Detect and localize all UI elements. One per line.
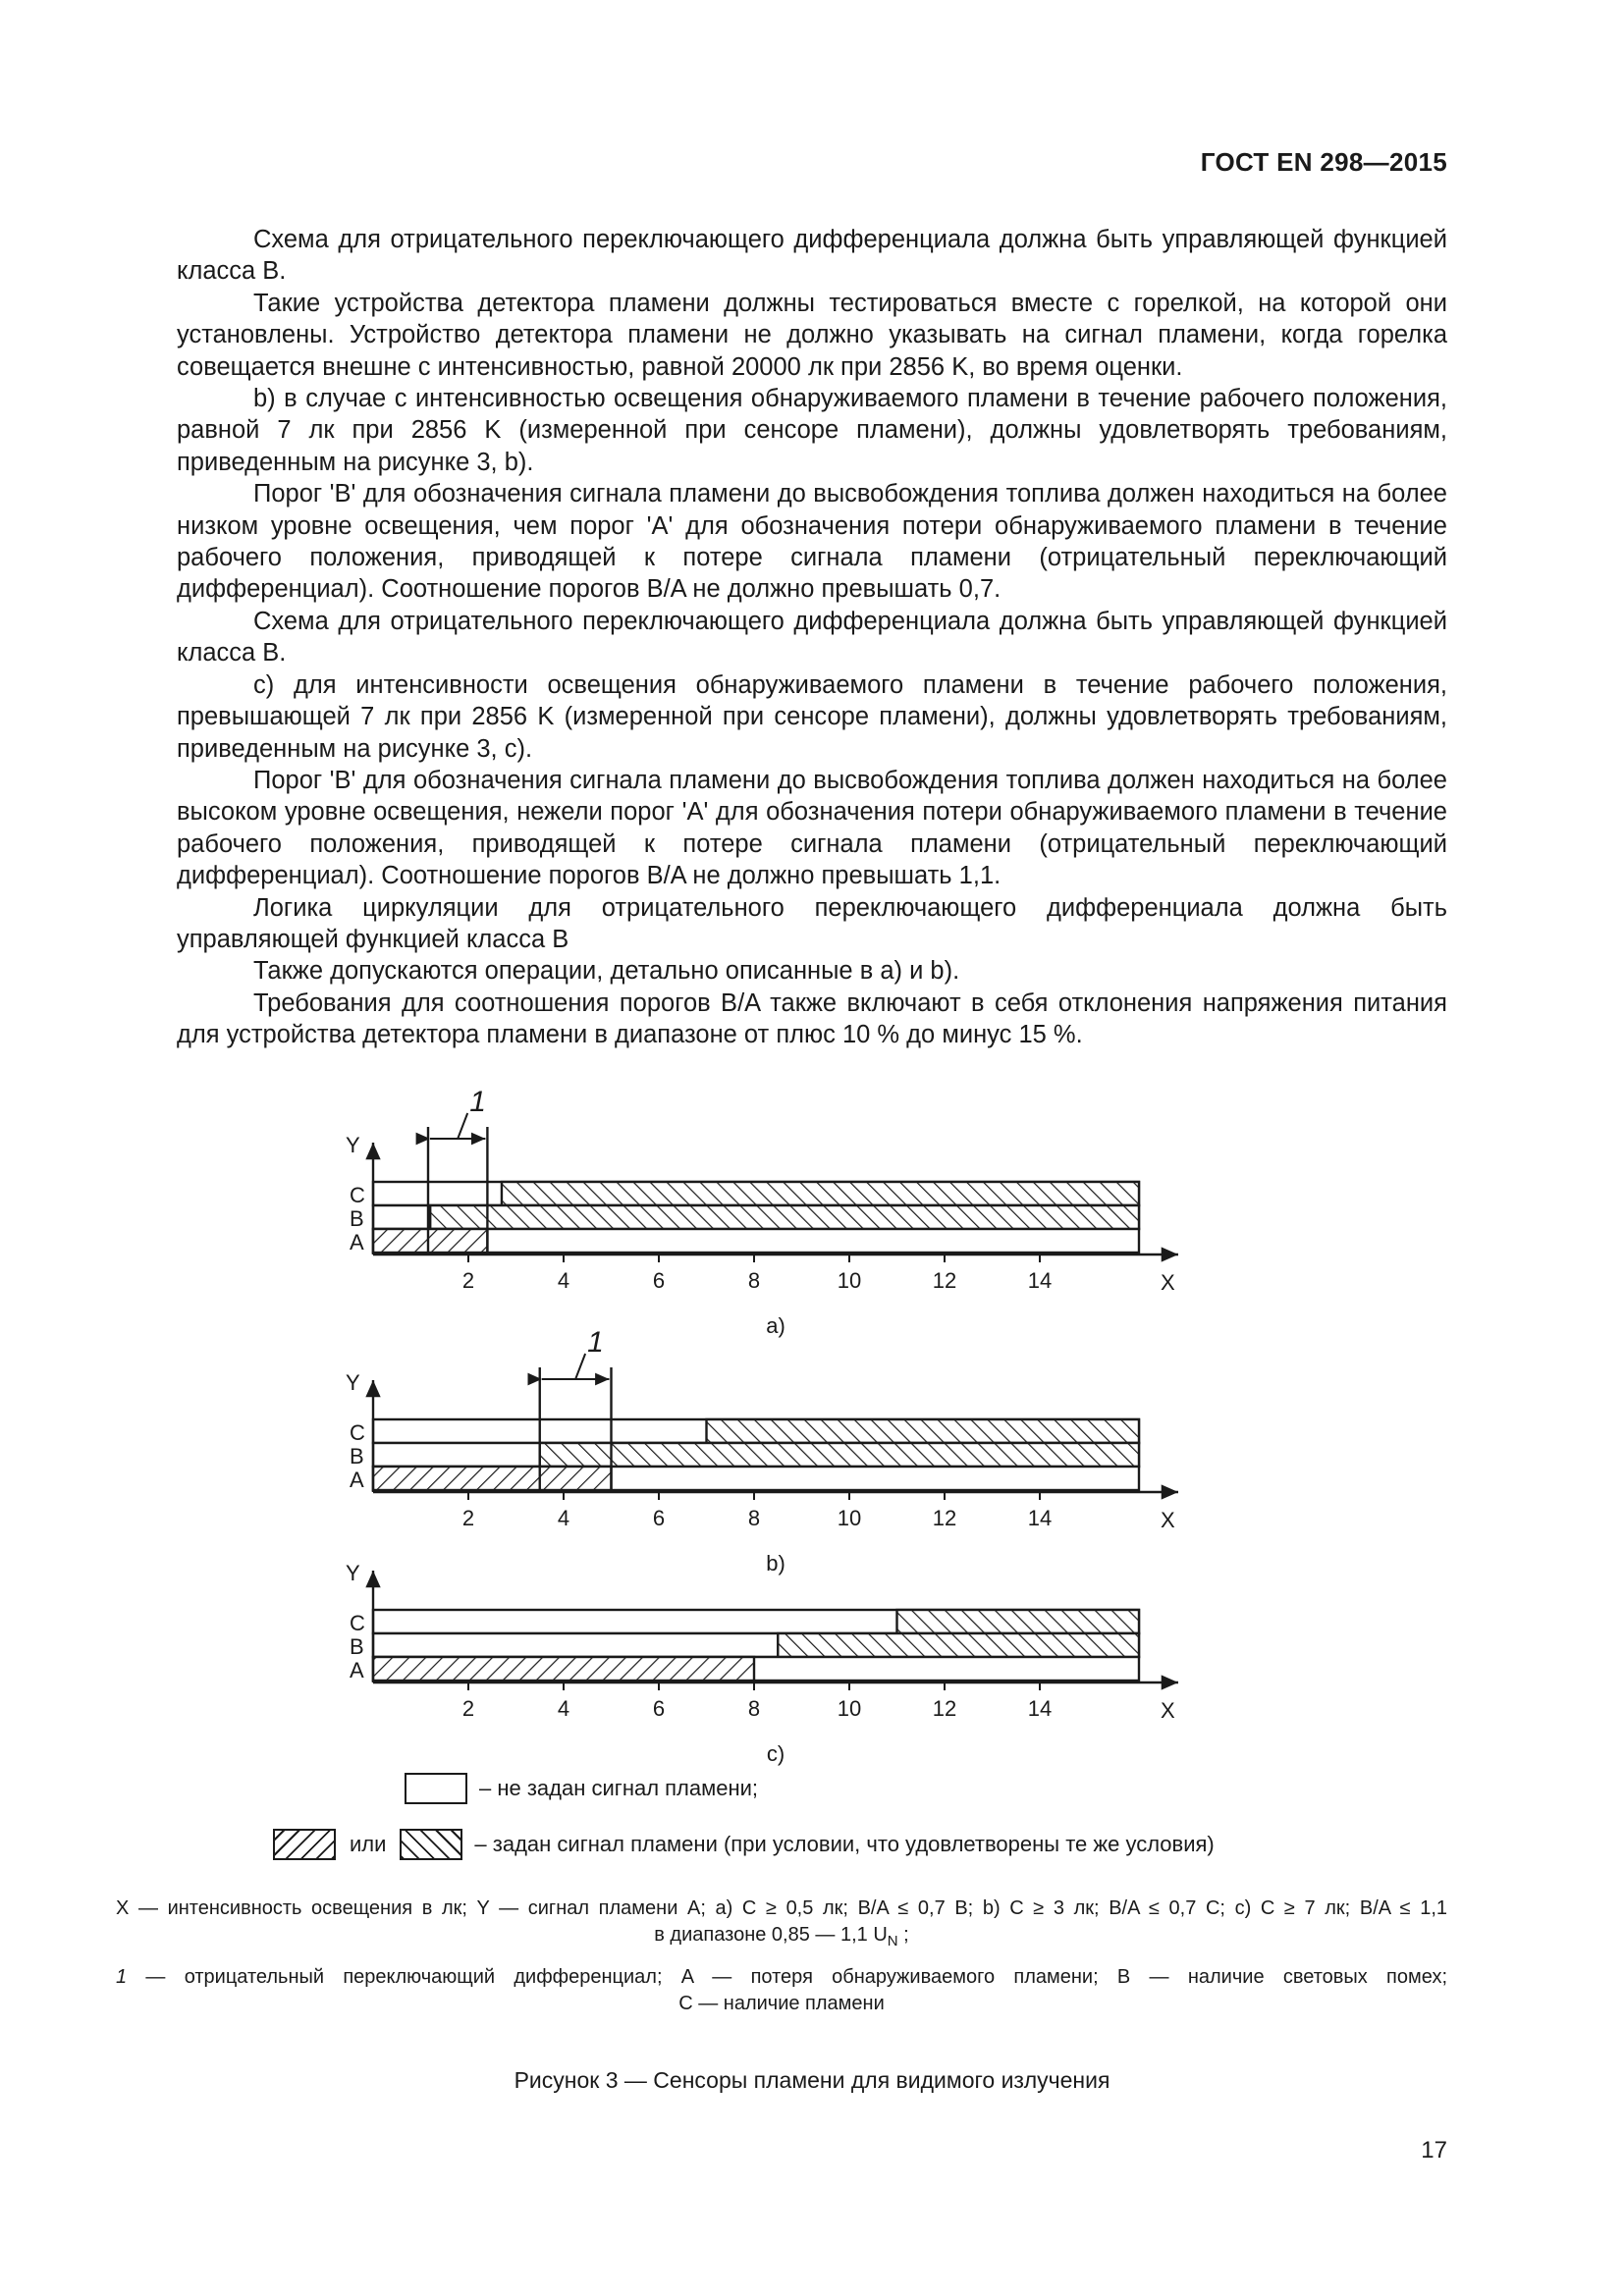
note-line: X — интенсивность освещения в лк; Y — сигнал пламени А; a) C ≥ 0,5 лк; B/A ≤ 0,7 B; b) C ≥ 3 лк; B/A ≤ 0,7 C; c) C ≥ 7 лк; B/A ≤ 1,1 [116, 1897, 1447, 1919]
panel-label: a) [766, 1313, 785, 1338]
paragraph: Порог 'B' для обозначения сигнала пламени до высвобождения топлива должен находиться на более высоком уровне освещения, нежели порог 'A' для обозначения потери обнаруживаемого пламени в течение рабочего положения, приводящей к потере сигнала пламени (отрицательный переключающий дифференциал). Соотношение порогов B/A не должно превышать 1,1. [177, 766, 1447, 890]
signal-hatch-c [897, 1610, 1140, 1633]
x-tick-label: 12 [932, 1268, 957, 1293]
note-line: 1 — отрицательный переключающий дифференциал; A — потеря обнаруживаемого пламени; B — наличие световых помех; [116, 1966, 1447, 1988]
signal-hatch-c [707, 1419, 1140, 1443]
panel-label: b) [766, 1551, 785, 1575]
paragraph: Схема для отрицательного переключающего дифференциала должна быть управляющей функцией класса B. [177, 607, 1447, 667]
signal-hatch-a [373, 1467, 612, 1490]
row-label: B [350, 1634, 364, 1659]
x-tick-label: 8 [747, 1506, 761, 1530]
row-label: C [350, 1183, 365, 1207]
legend-or-word: или [350, 1832, 387, 1856]
x-tick-label: 12 [932, 1696, 957, 1721]
x-axis-label: X [1161, 1698, 1175, 1723]
x-tick-label: 6 [652, 1268, 666, 1293]
signal-hatch-a [373, 1229, 487, 1253]
signal-hatch-b [430, 1205, 1139, 1229]
paragraph: Схема для отрицательного переключающего дифференциала должна быть управляющей функцией класса B. [177, 226, 1447, 286]
row-label: A [350, 1468, 364, 1492]
x-tick-label: 4 [557, 1268, 570, 1293]
paragraph: Порог 'B' для обозначения сигнала пламени до высвобождения топлива должен находиться на более низком уровне освещения, чем порог 'A' для обозначения потери обнаруживаемого пламени в течение рабочего положения, приводящей к потере сигнала пламени (отрицательный переключающий дифференциал). Соотношение порогов B/A не должно превышать 0,7. [177, 480, 1447, 604]
marker-leader [458, 1113, 467, 1139]
empty-box-swatch [405, 1773, 467, 1804]
x-tick-label: 12 [932, 1506, 957, 1530]
figure-notes-legend [116, 1964, 1447, 2017]
x-tick-label: 2 [461, 1506, 475, 1530]
note-line: C — наличие пламени [678, 1993, 885, 2014]
marker-label: 1 [587, 1326, 604, 1359]
x-tick-label: 10 [837, 1506, 862, 1530]
signal-hatch-c [502, 1182, 1139, 1205]
row-label: C [350, 1420, 365, 1445]
x-tick-label: 14 [1027, 1268, 1053, 1293]
x-axis-label: X [1161, 1270, 1175, 1295]
document-header: ГОСТ EN 298—2015 [1200, 147, 1447, 177]
row-label: C [350, 1611, 365, 1635]
backward-hatch-swatch [400, 1829, 462, 1860]
paragraph: b) в случае с интенсивностью освещения обнаруживаемого пламени в течение рабочего положения, равной 7 лк при 2856 K (измеренной при сенсоре пламени), должны удовлетворять требованиям, приведенным на рисунке 3, b). [177, 385, 1447, 476]
marker-leader [575, 1354, 585, 1379]
x-tick-label: 2 [461, 1268, 475, 1293]
signal-hatch-a [373, 1657, 754, 1681]
page-number: 17 [1421, 2137, 1447, 2163]
x-tick-label: 8 [747, 1268, 761, 1293]
x-tick-label: 14 [1027, 1696, 1053, 1721]
legend-signal-text: – задан сигнал пламени (при условии, что удовлетворены те же условия) [474, 1832, 1215, 1856]
panel-label: c) [766, 1741, 785, 1766]
row-label: A [350, 1658, 364, 1682]
x-tick-label: 6 [652, 1506, 666, 1530]
paragraph: c) для интенсивности освещения обнаруживаемого пламени в течение рабочего положения, превышающей 7 лк при 2856 K (измеренной при сенсоре пламени), должны удовлетворять требованиям, приведенным на рисунке 3, c). [177, 670, 1447, 763]
forward-hatch-swatch [273, 1829, 336, 1860]
x-tick-label: 10 [837, 1696, 862, 1721]
x-tick-label: 4 [557, 1696, 570, 1721]
signal-hatch-b [540, 1443, 1139, 1467]
legend-signal [273, 1829, 1215, 1860]
x-tick-label: 4 [557, 1506, 570, 1530]
note-line: в диапазоне 0,85 — 1,1 $U_N$ ; [654, 1924, 909, 1949]
y-axis-label: Y [346, 1561, 360, 1585]
marker-label: 1 [469, 1086, 486, 1118]
paragraph: Требования для соотношения порогов B/A также включают в себя отклонения напряжения питания для устройства детектора пламени в диапазоне от плюс 10 % до минус 15 %. [177, 988, 1447, 1049]
x-axis-label: X [1161, 1508, 1175, 1532]
row-label: A [350, 1230, 364, 1255]
paragraph: Такие устройства детектора пламени должны тестироваться вместе с горелкой, на которой они установлены. Устройство детектора пламени не должно указывать на сигнал пламени, когда горелка совещается внешне с интенсивностью, равной 20000 лк при 2856 K, во время оценки. [177, 289, 1447, 381]
x-tick-label: 14 [1027, 1506, 1053, 1530]
x-tick-label: 2 [461, 1696, 475, 1721]
figure-notes-xy [116, 1896, 1447, 1954]
x-tick-label: 10 [837, 1268, 862, 1293]
row-label: B [350, 1206, 364, 1231]
row-label: B [350, 1444, 364, 1468]
y-axis-label: Y [346, 1133, 360, 1157]
x-tick-label: 6 [652, 1696, 666, 1721]
paragraph: Также допускаются операции, детально описанные в a) и b). [253, 957, 960, 986]
x-tick-label: 8 [747, 1696, 761, 1721]
paragraph: Логика циркуляции для отрицательного переключающего дифференциала должна быть управляющей функцией класса B [177, 893, 1447, 953]
legend-no-signal-text: – не задан сигнал пламени; [479, 1776, 759, 1800]
figure-caption: Рисунок 3 — Сенсоры пламени для видимого излучения [514, 2067, 1110, 2093]
signal-hatch-b [778, 1633, 1139, 1657]
legend-no-signal [405, 1773, 758, 1804]
y-axis-label: Y [346, 1370, 360, 1395]
